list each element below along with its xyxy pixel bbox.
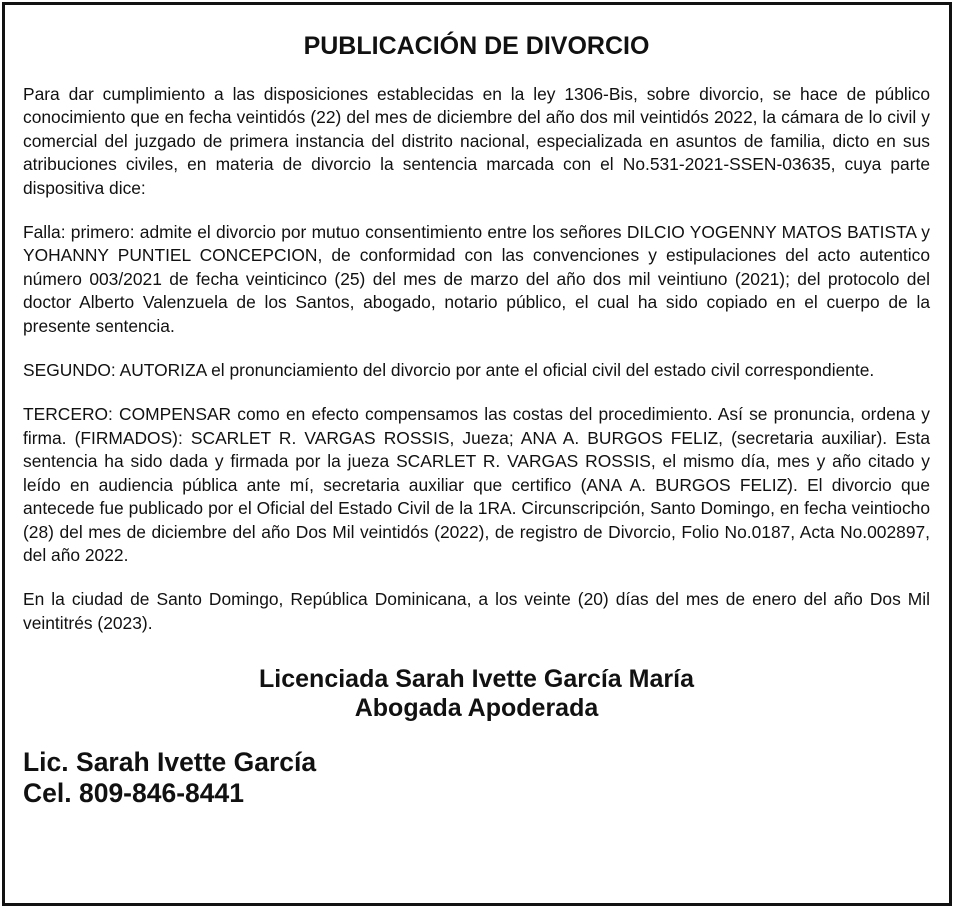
signature-block bbox=[23, 665, 930, 723]
paragraph-tercero: TERCERO: COMPENSAR como en efecto compensamos las costas del procedimiento. Así se pronuncia, ordena y firma. (FIRMADOS): SCARLET R. VARGAS ROSSIS, Jueza; ANA A. BURGOS FELIZ, (secretaria auxiliar). Esta sentencia ha sido dada y firmada por la jueza SCARLET R. VARGAS ROSSIS, el mismo día, mes y año citado y leído en audiencia pública ante mí, secretaria auxiliar que certifico (ANA A. BURGOS FELIZ). El divorcio que antecede fue publicado por el Oficial del Estado Civil de la 1RA. Circunscripción, Santo Domingo, en fecha veintiocho (28) del mes de diciembre del año Dos Mil veintidós (2022), de registro de Divorcio, Folio No.0187, Acta No.002897, del año 2022. bbox=[23, 404, 930, 565]
paragraph-segundo: SEGUNDO: AUTORIZA el pronunciamiento del divorcio por ante el oficial civil del estado civil correspondiente. bbox=[23, 360, 875, 381]
contact-phone: Cel. 809-846-8441 bbox=[23, 778, 244, 809]
contact-block bbox=[23, 747, 930, 809]
signature-name: Licenciada Sarah Ivette García María bbox=[259, 665, 694, 694]
notice-border bbox=[2, 2, 952, 906]
signature-role: Abogada Apoderada bbox=[354, 694, 599, 723]
paragraph-intro: Para dar cumplimiento a las disposiciones establecidas en la ley 1306-Bis, sobre divorcio, se hace de público conocimiento que en fecha veintidós (22) del mes de diciembre del año dos mil veintidós 2022, la cámara de lo civil y comercial del juzgado de primera instancia del distrito nacional, especializada en asuntos de familia, dicto en sus atribuciones civiles, en materia de divorcio la sentencia marcada con el No.531-2021-SSEN-03635, cuya parte dispositiva dice: bbox=[23, 84, 930, 198]
paragraph-falla: Falla: primero: admite el divorcio por mutuo consentimiento entre los señores DILCIO YOGENNY MATOS BATISTA y YOHANNY PUNTIEL CONCEPCION, de conformidad con las convenciones y estipulaciones del acto autentico número 003/2021 de fecha veinticinco (25) del mes de marzo del año dos mil veintiuno (2021); del protocolo del doctor Alberto Valenzuela de los Santos, abogado, notario público, el cual ha sido copiado en el cuerpo de la presente sentencia. bbox=[23, 222, 930, 336]
contact-name: Lic. Sarah Ivette García bbox=[23, 747, 317, 778]
notice-title: PUBLICACIÓN DE DIVORCIO bbox=[303, 32, 650, 60]
notice-content bbox=[23, 29, 930, 809]
paragraph-closing: En la ciudad de Santo Domingo, República Dominicana, a los veinte (20) días del mes de enero del año Dos Mil veintitrés (2023). bbox=[23, 589, 930, 633]
